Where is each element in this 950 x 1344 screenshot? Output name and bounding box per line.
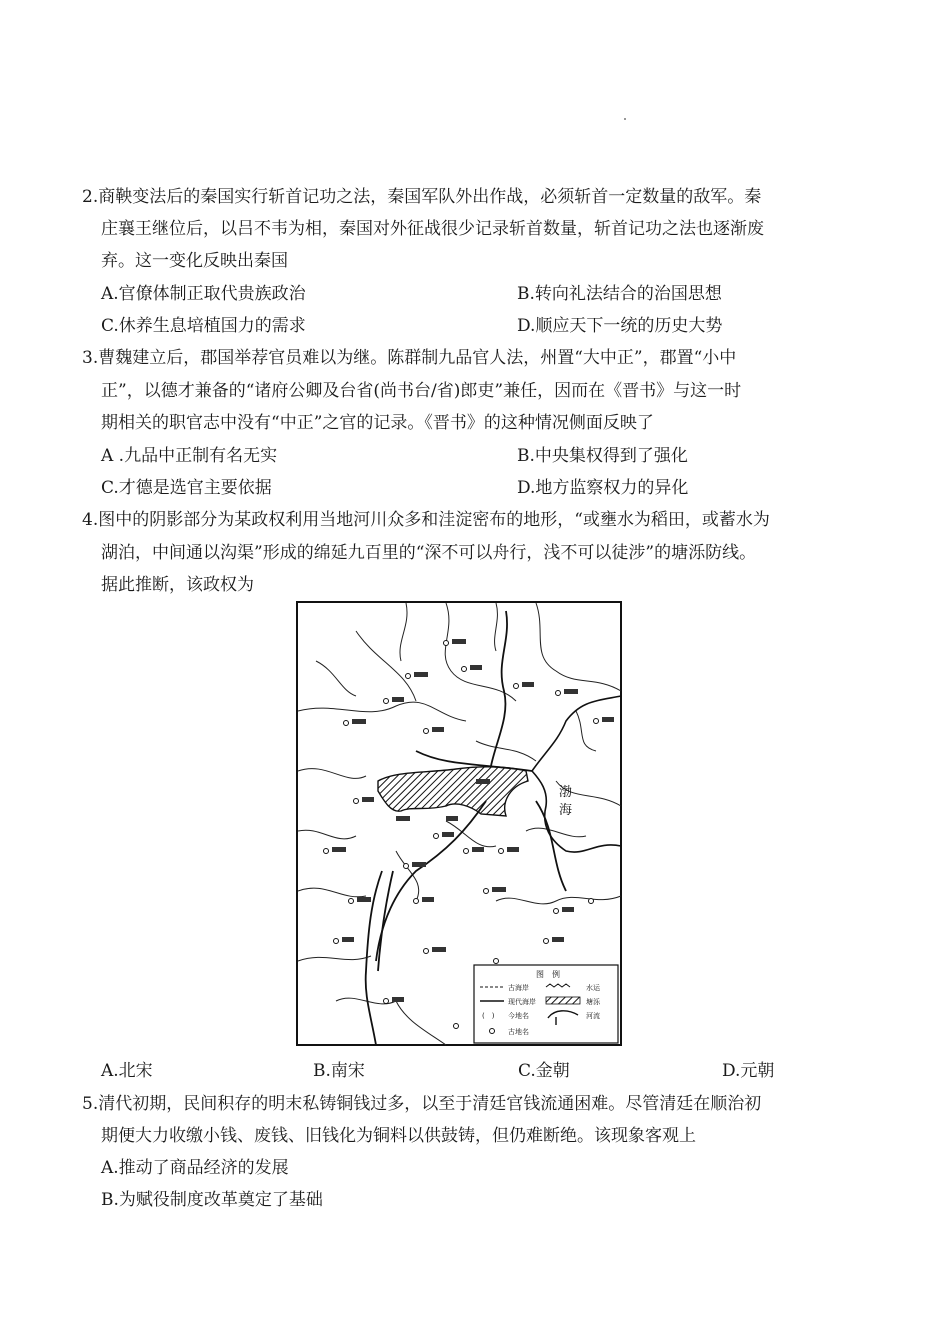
q5-stem-line-2: 期便大力收缴小钱、废钱、旧钱化为铜料以供鼓铸，但仍难断绝。该现象客观上: [101, 1126, 696, 1146]
q2-option-a[interactable]: A.官僚体制正取代贵族政治: [101, 284, 306, 304]
q5-stem-line-1: 5.清代初期，民间积存的明末私铸铜钱过多，以至于清廷官钱流通困难。尽管清廷在顺治初: [82, 1094, 762, 1114]
q4-stem-line-3: 据此推断，该政权为: [101, 575, 254, 595]
q4-stem-line-2: 湖泊，中间通以沟渠”形成的绵延九百里的“深不可以舟行，浅不可以徒涉”的塘泺防线。: [101, 543, 757, 563]
legend-ancient-place: 古地名: [508, 1028, 529, 1036]
q2-option-c[interactable]: C.休养生息培植国力的需求: [101, 316, 306, 336]
q2-stem-line-1: 2.商鞅变法后的秦国实行斩首记功之法，秦国军队外出作战，必须斩首一定数量的敌军。秦: [82, 187, 762, 207]
q3-stem-line-1: 3.曹魏建立后，郡国举荐官员难以为继。陈群制九品官人法，州置“大中正”，郡置“小中: [82, 348, 737, 368]
q2-option-b[interactable]: B.转向礼法结合的治国思想: [517, 284, 722, 304]
sea-label-bo: 渤: [559, 785, 573, 800]
historical-map: [296, 601, 622, 1046]
sea-label-hai: 海: [559, 803, 573, 818]
legend-modern-coast: 现代海岸: [508, 998, 536, 1006]
q2-option-d[interactable]: D.顺应天下一统的历史大势: [517, 316, 723, 336]
q5-option-a[interactable]: A.推动了商品经济的发展: [101, 1158, 289, 1178]
svg-text:( ): ( ): [482, 1012, 495, 1020]
q3-stem-line-3: 期相关的职官志中没有“中正”之官的记录。《晋书》的这种情况侧面反映了: [101, 413, 654, 433]
legend-title: 图 例: [536, 970, 560, 979]
q2-stem-line-3: 弃。这一变化反映出秦国: [101, 251, 288, 271]
legend-ancient-coast: 古海岸: [508, 984, 529, 992]
legend-modern-place: 今地名: [508, 1012, 529, 1020]
legend-water-transport: 水运: [586, 984, 600, 992]
q3-stem-line-2: 正”，以德才兼备的“诸府公卿及台省(尚书台/省)郎吏”兼任，因而在《晋书》与这一时: [101, 381, 742, 401]
q3-option-d[interactable]: D.地方监察权力的异化: [517, 478, 689, 498]
q3-option-c[interactable]: C.才德是选官主要依据: [101, 478, 272, 498]
q3-option-b[interactable]: B.中央集权得到了强化: [517, 446, 688, 466]
q4-option-c[interactable]: C.金朝: [518, 1061, 570, 1081]
map-legend: [474, 965, 618, 1043]
q4-option-b[interactable]: B.南宋: [313, 1061, 365, 1081]
q4-option-a[interactable]: A.北宋: [101, 1061, 153, 1081]
scan-dot: [624, 118, 626, 120]
legend-river: 河流: [586, 1012, 600, 1020]
q4-stem-line-1: 4.图中的阴影部分为某政权利用当地河川众多和洼淀密布的地形，“或壅水为稻田，或蓄水为: [82, 510, 770, 530]
q5-option-b[interactable]: B.为赋役制度改革奠定了基础: [101, 1190, 323, 1210]
q4-option-d[interactable]: D.元朝: [722, 1061, 775, 1081]
q2-stem-line-2: 庄襄王继位后，以吕不韦为相，秦国对外征战很少记录斩首数量，斩首记功之法也逐渐废: [101, 219, 764, 239]
legend-tangluo: 塘泺: [586, 998, 600, 1006]
q3-option-a[interactable]: A .九品中正制有名无实: [101, 446, 278, 466]
